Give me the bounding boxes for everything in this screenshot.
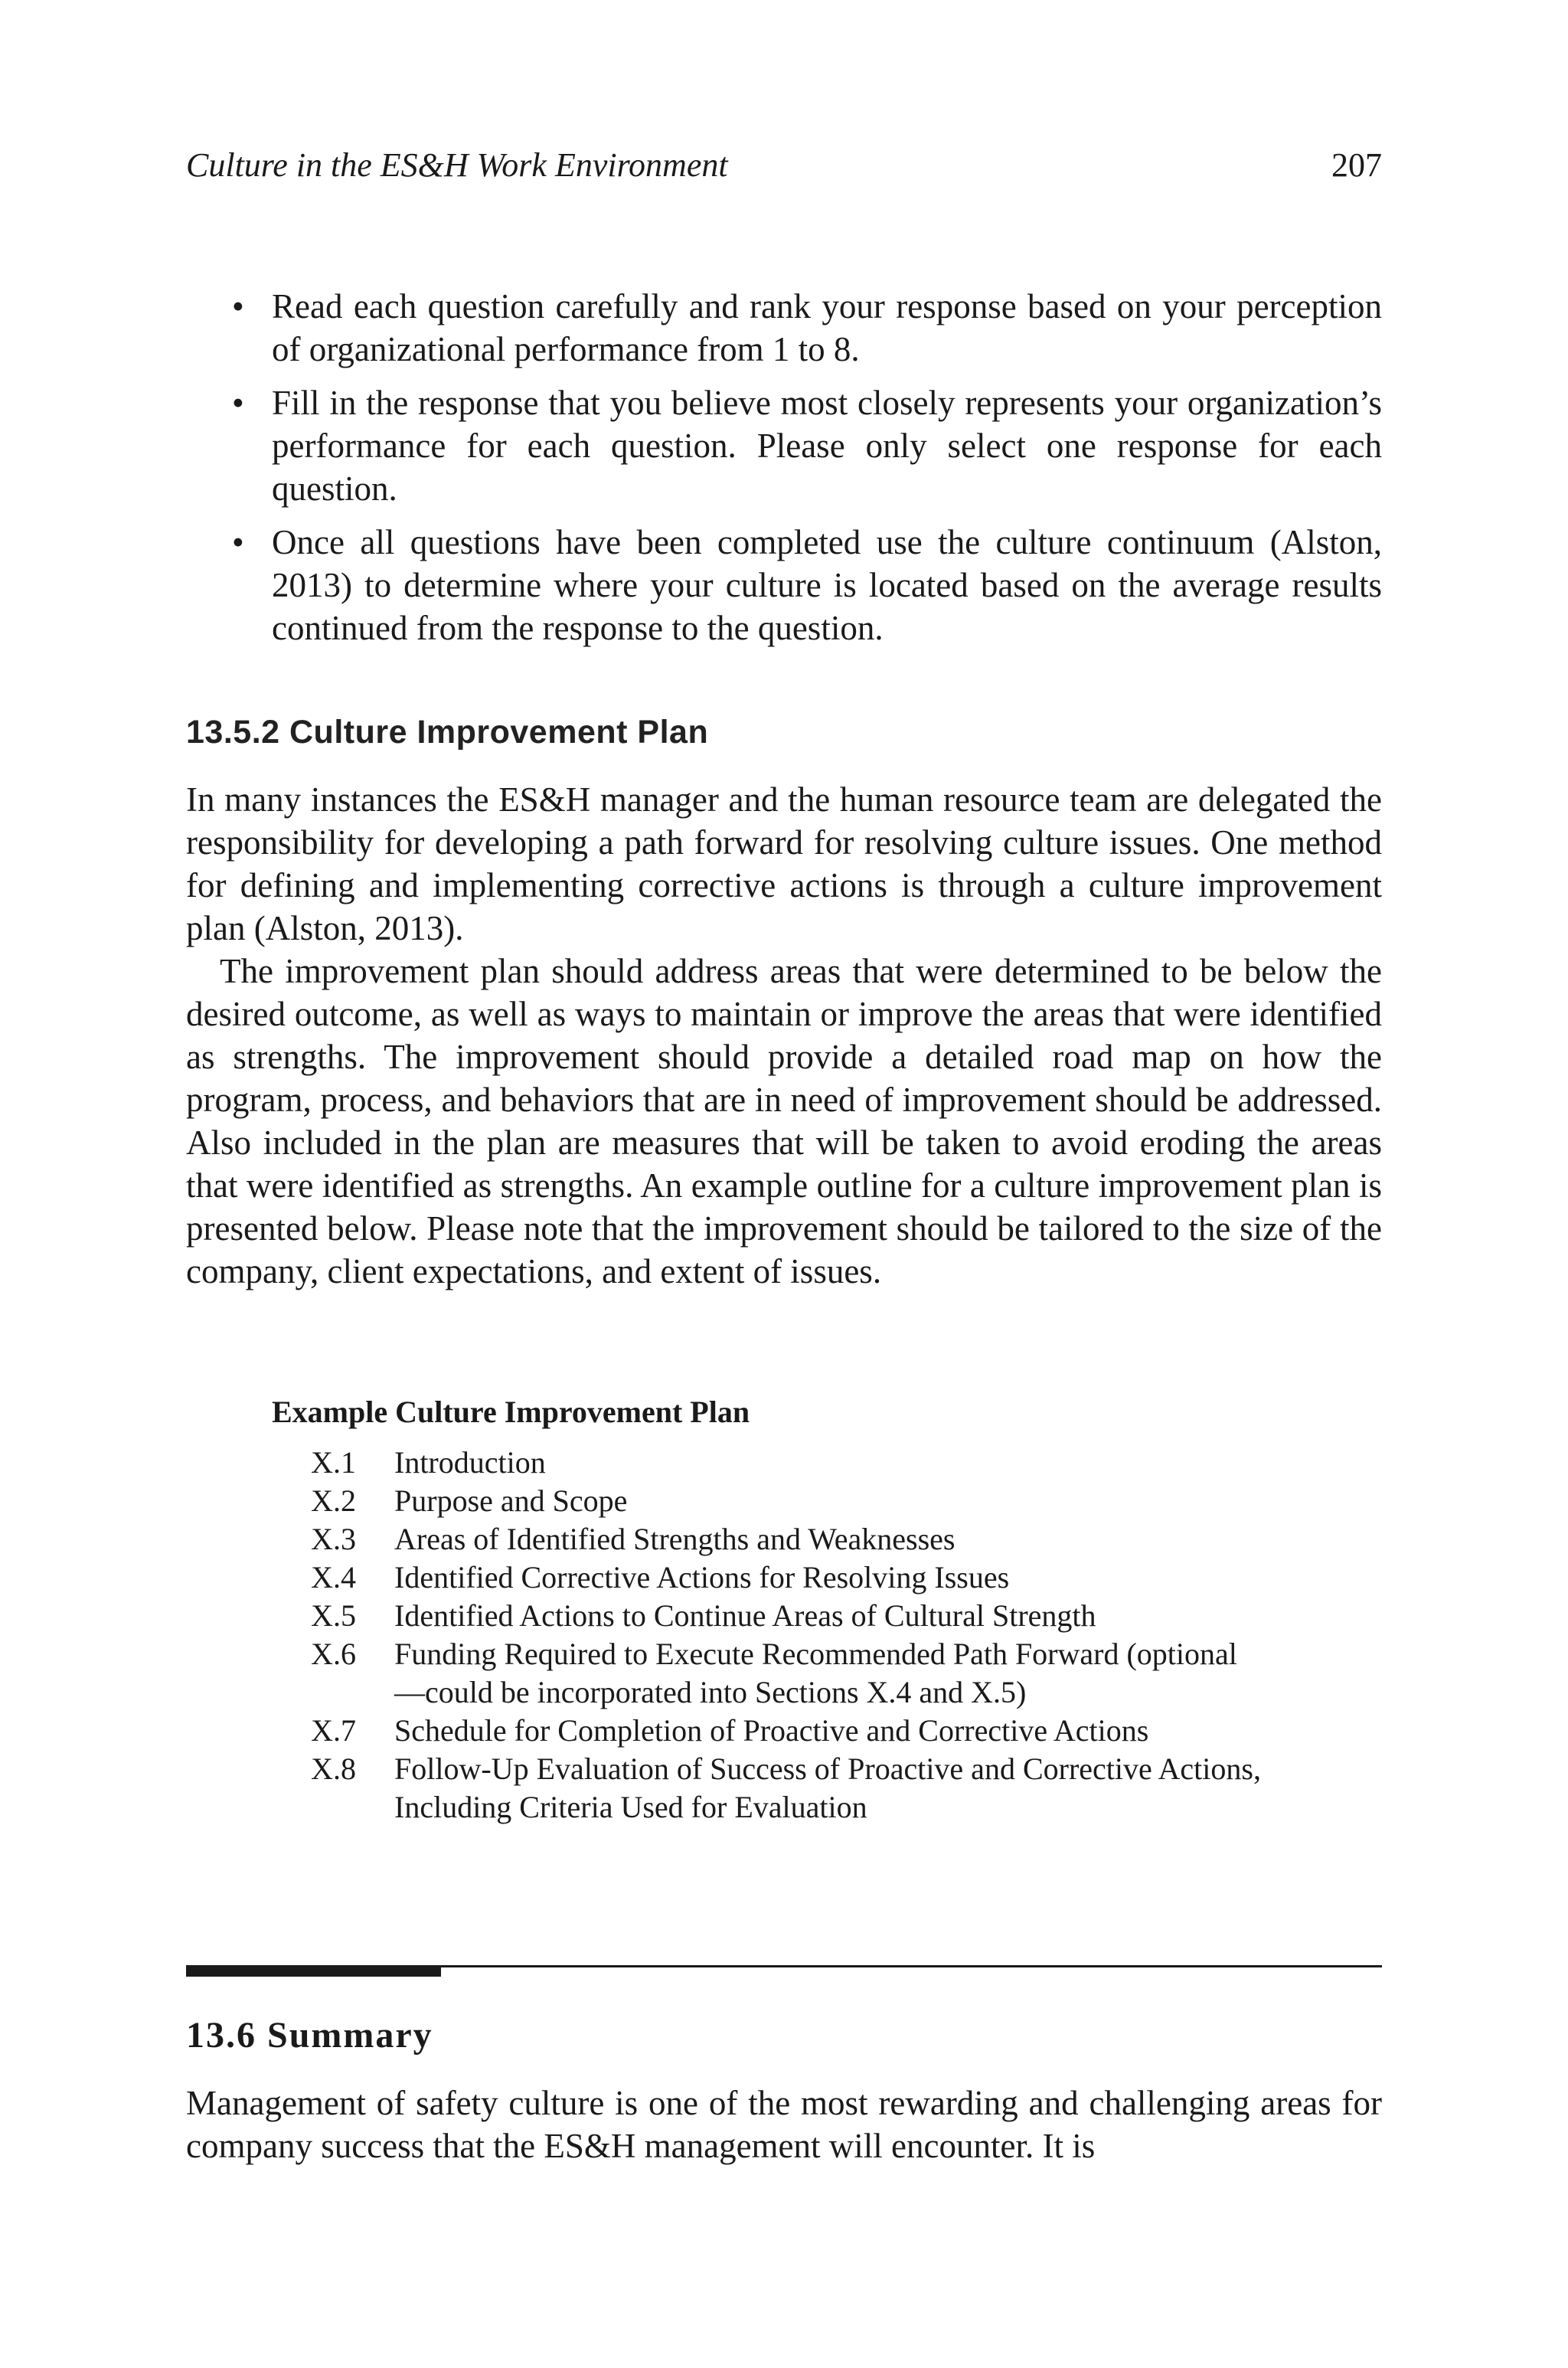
plan-item-number: X.4 (311, 1560, 356, 1594)
running-head-title: Culture in the ES&H Work Environment (186, 146, 728, 184)
example-plan-outline (272, 1394, 1262, 1827)
plan-item-text: Identified Corrective Actions for Resolving Issues (394, 1560, 1010, 1594)
plan-outline-item (272, 1482, 1262, 1520)
bullet-icon: • (232, 384, 244, 422)
running-head (186, 146, 1382, 191)
bullet-item (186, 381, 1382, 510)
plan-item-text: Follow-Up Evaluation of Success of Proactive and Corrective Actions, Including Criteria Used for Evaluation (394, 1751, 1261, 1824)
plan-item-number: X.5 (311, 1598, 356, 1633)
plan-outline-item (272, 1520, 1262, 1558)
bullet-icon: • (232, 287, 244, 325)
example-plan-title: Example Culture Improvement Plan (272, 1395, 750, 1429)
bullet-item (186, 285, 1382, 371)
plan-outline-item (272, 1597, 1262, 1635)
plan-outline-item (272, 1712, 1262, 1750)
bullet-icon: • (232, 523, 244, 561)
plan-item-number: X.2 (311, 1483, 356, 1518)
bullet-text: Once all questions have been completed use the culture continuum (Alston, 2013) to determine where your culture is located based on the average results continued from the response to the question. (272, 523, 1382, 647)
plan-item-text: Purpose and Scope (394, 1483, 628, 1518)
plan-outline-list (272, 1444, 1262, 1827)
bullet-text: Fill in the response that you believe most closely represents your organization’s performance for each question. Please only select one response for each question. (272, 384, 1382, 508)
body-paragraph: The improvement plan should address areas that were determined to be below the desired outcome, as well as ways to maintain or improve the areas that were identified as strengths. The improvement should provide a detailed road map on how the program, process, and behaviors that are in need of improvement should be addressed. Also included in the plan are measures that will be taken to avoid eroding the areas that were identified as strengths. An example outline for a culture improvement plan is presented below. Please note that the improvement should be tailored to the size of the company, client expectations, and extent of issues. (186, 952, 1382, 1290)
plan-outline-item (272, 1750, 1262, 1827)
plan-item-number: X.7 (311, 1713, 356, 1748)
plan-item-text: Funding Required to Execute Recommended Path Forward (optional—could be incorporated into Sections X.4 and X.5) (394, 1637, 1237, 1709)
section-heading-13-5-2: 13.5.2 Culture Improvement Plan (186, 714, 709, 751)
body-paragraph: Management of safety culture is one of the most rewarding and challenging areas for company success that the ES&H management will encounter. It is (186, 2084, 1382, 2165)
section-divider-accent (186, 1966, 441, 1977)
instruction-bullet-list (186, 285, 1382, 660)
plan-item-number: X.6 (311, 1637, 356, 1671)
section-heading-13-6: 13.6 Summary (186, 2015, 433, 2056)
plan-item-number: X.3 (311, 1522, 356, 1556)
plan-outline-item (272, 1444, 1262, 1482)
plan-outline-item (272, 1635, 1262, 1712)
plan-item-number: X.8 (311, 1751, 356, 1786)
plan-item-text: Areas of Identified Strengths and Weaknesses (394, 1522, 956, 1556)
plan-item-text: Identified Actions to Continue Areas of Cultural Strength (394, 1598, 1096, 1633)
plan-item-text: Schedule for Completion of Proactive and Corrective Actions (394, 1713, 1149, 1748)
plan-item-number: X.1 (311, 1445, 356, 1480)
bullet-item (186, 521, 1382, 649)
bullet-text: Read each question carefully and rank your response based on your perception of organizational performance from 1 to 8. (272, 287, 1382, 368)
page-number: 207 (1331, 146, 1382, 184)
body-paragraph: In many instances the ES&H manager and the human resource team are delegated the responsibility for developing a path forward for resolving culture issues. One method for defining and implementing corrective actions is through a culture improvement plan (Alston, 2013). (186, 780, 1382, 947)
plan-outline-item (272, 1558, 1262, 1597)
plan-item-text: Introduction (394, 1445, 546, 1480)
